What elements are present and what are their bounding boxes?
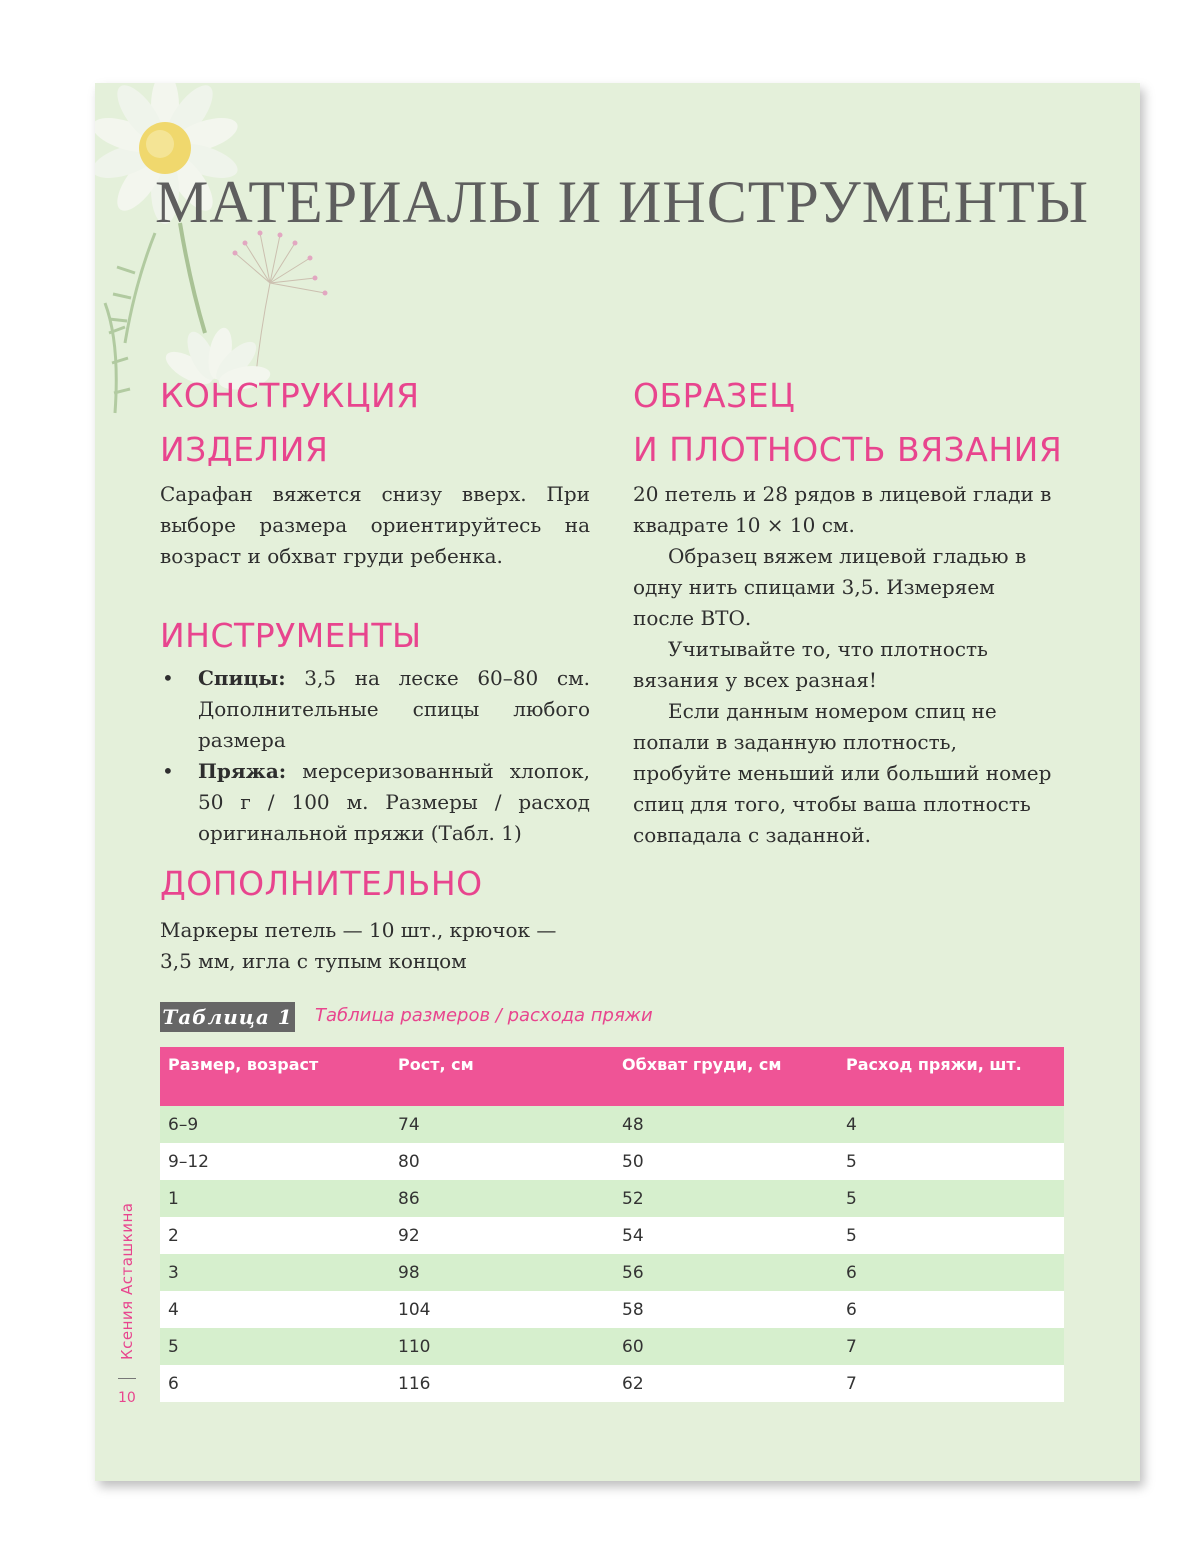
table-cell: 6 [838, 1254, 1064, 1291]
sizes-table [160, 1047, 1064, 1402]
additional-text: Маркеры петель — 10 шт., крючок — 3,5 мм, игла с тупым концом [160, 918, 557, 973]
table-cell: 110 [390, 1328, 614, 1365]
table-caption: Таблица размеров / расхода пряжи [315, 1005, 653, 1026]
table-cell: 74 [390, 1106, 614, 1143]
page-title: МАТЕРИАЛЫ И ИНСТРУМЕНТЫ [155, 169, 1090, 235]
table-row [160, 1217, 1064, 1254]
table-cell: 56 [614, 1254, 838, 1291]
table-header-cell: Размер, возраст [160, 1047, 390, 1106]
footer-divider [118, 1378, 136, 1379]
tools-item-text: мерсеризованный хлопок, 50 г / 100 м. Размеры / расход оригинальной пряжи (Табл. 1) [198, 759, 590, 845]
tools-item-label: Спицы: [198, 666, 286, 690]
table-header-row [160, 1047, 1064, 1106]
sample-paragraph: 20 петель и 28 рядов в лицевой глади в квадрате 10 × 10 см. [633, 482, 1052, 537]
table-number-badge: Таблица 1 [160, 1002, 295, 1032]
table-cell: 2 [160, 1217, 390, 1254]
construction-text: Сарафан вяжется снизу вверх. При выборе размера ориентируйтесь на возраст и обхват груди ребенка. [160, 482, 590, 568]
tools-item-label: Пряжа: [198, 759, 287, 783]
table-cell: 98 [390, 1254, 614, 1291]
table-header-cell: Расход пряжи, шт. [838, 1047, 1064, 1106]
table-row [160, 1254, 1064, 1291]
table-header-cell: Обхват груди, см [614, 1047, 838, 1106]
table-cell: 5 [838, 1217, 1064, 1254]
tools-heading: ИНСТРУМЕНТЫ [160, 616, 422, 655]
table-row [160, 1291, 1064, 1328]
bullet-icon: • [162, 759, 174, 783]
sample-heading-line2: И ПЛОТНОСТЬ ВЯЗАНИЯ [633, 430, 1063, 469]
sample-body [633, 479, 1053, 851]
table-cell: 60 [614, 1328, 838, 1365]
sample-heading [633, 369, 1062, 477]
table-cell: 48 [614, 1106, 838, 1143]
table-cell: 4 [160, 1291, 390, 1328]
page-number: 10 [118, 1390, 136, 1406]
table-cell: 6 [838, 1291, 1064, 1328]
table-cell: 6–9 [160, 1106, 390, 1143]
list-item [160, 663, 590, 756]
construction-heading-line1: КОНСТРУКЦИЯ [160, 376, 420, 415]
table-cell: 1 [160, 1180, 390, 1217]
table-cell: 9–12 [160, 1143, 390, 1180]
table-cell: 6 [160, 1365, 390, 1402]
table-row [160, 1106, 1064, 1143]
table-header-cell: Рост, см [390, 1047, 614, 1106]
table-row [160, 1180, 1064, 1217]
table-cell: 62 [614, 1365, 838, 1402]
list-item [160, 756, 590, 849]
table-cell: 80 [390, 1143, 614, 1180]
table-cell: 7 [838, 1328, 1064, 1365]
table-cell: 54 [614, 1217, 838, 1254]
table-cell: 3 [160, 1254, 390, 1291]
sample-paragraph: Образец вяжем лицевой гладью в одну нить спицами 3,5. Измеряем после ВТО. [633, 544, 1027, 630]
table-cell: 5 [838, 1180, 1064, 1217]
author-name: Ксения Асташкина [118, 1202, 136, 1360]
table-cell: 4 [838, 1106, 1064, 1143]
table-cell: 92 [390, 1217, 614, 1254]
table-cell: 5 [160, 1328, 390, 1365]
additional-heading: ДОПОЛНИТЕЛЬНО [160, 864, 483, 903]
tools-list [160, 663, 590, 849]
construction-heading-line2: ИЗДЕЛИЯ [160, 430, 329, 469]
table-cell: 86 [390, 1180, 614, 1217]
sample-paragraph: Если данным номером спиц не попали в заданную плотность, пробуйте меньший или больший номер спиц для того, чтобы ваша плотность совпадала с заданной. [633, 699, 1052, 847]
table-cell: 52 [614, 1180, 838, 1217]
table-cell: 116 [390, 1365, 614, 1402]
table-cell: 50 [614, 1143, 838, 1180]
table-row [160, 1143, 1064, 1180]
table-cell: 58 [614, 1291, 838, 1328]
tools-item-text: 3,5 на леске 60–80 см. Дополнительные спицы любого размера [198, 666, 590, 752]
table-row [160, 1365, 1064, 1402]
table-cell: 5 [838, 1143, 1064, 1180]
construction-heading [160, 369, 420, 477]
sample-paragraph: Учитывайте то, что плотность вязания у всех разная! [633, 637, 988, 692]
table-row [160, 1328, 1064, 1365]
sample-heading-line1: ОБРАЗЕЦ [633, 376, 796, 415]
table-cell: 7 [838, 1365, 1064, 1402]
table-cell: 104 [390, 1291, 614, 1328]
bullet-icon: • [162, 666, 174, 690]
